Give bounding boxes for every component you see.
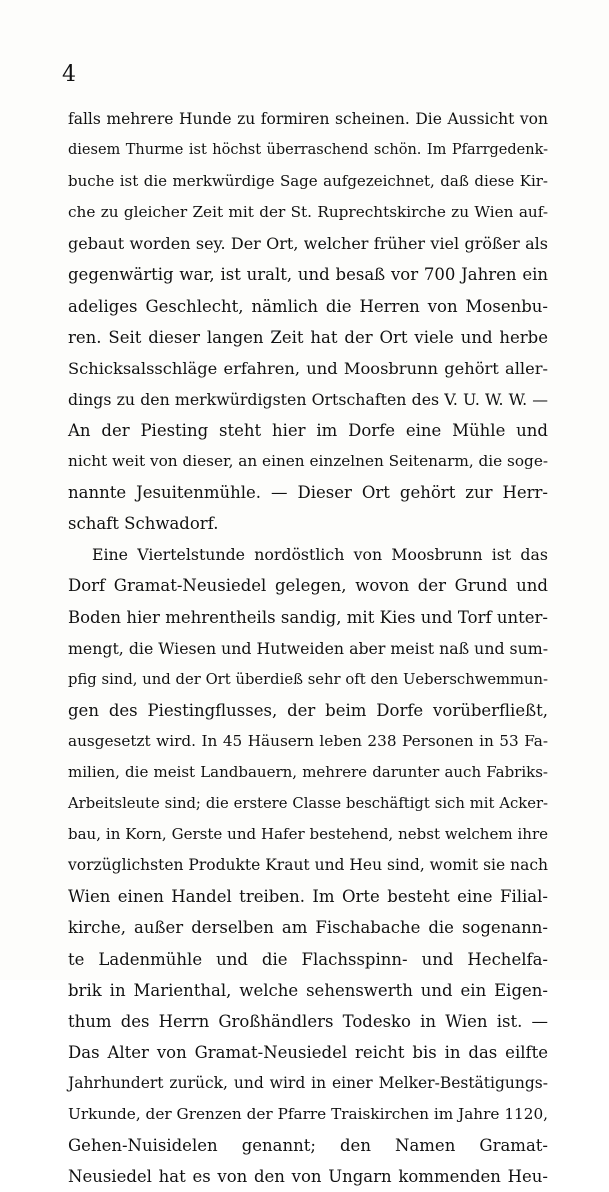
- text-line: kirche, außer derselben am Fischabache die sogenann-: [68, 918, 548, 938]
- text-line: Wien einen Handel treiben. Im Orte besteht eine Filial-: [68, 887, 548, 907]
- text-line: Arbeitsleute sind; die erstere Classe beschäftigt sich mit Acker-: [68, 795, 548, 813]
- text-line: mengt, die Wiesen und Hutweiden aber meist naß und sum-: [68, 638, 549, 658]
- text-line: Eine Viertelstunde nordöstlich von Moosbrunn ist das: [92, 545, 548, 565]
- text-line: adeliges Geschlecht, nämlich die Herren von Mosenbu-: [68, 296, 548, 316]
- text-line: schaft Schwadorf.: [68, 514, 219, 534]
- text-line: thum des Herrn Großhändlers Todesko in Wien ist. —: [68, 1011, 548, 1031]
- text-line: gegenwärtig war, ist uralt, und besaß vor 700 Jahren ein: [68, 265, 548, 285]
- text-line: bau, in Korn, Gerste und Hafer bestehend, nebst welchem ihre: [68, 825, 548, 844]
- text-line: vorzüglichsten Produkte Kraut und Heu sind, womit sie nach: [68, 856, 548, 875]
- text-line: Boden hier mehrentheils sandig, mit Kies und Torf unter-: [68, 607, 548, 627]
- page-number: 4: [62, 62, 76, 87]
- text-line: Gehen-Nuisidelen genannt; den Namen Gramat-: [68, 1136, 548, 1156]
- text-line: Das Alter von Gramat-Neusiedel reicht bis in das eilfte: [68, 1042, 548, 1062]
- text-line: ren. Seit dieser langen Zeit hat der Ort viele und herbe: [68, 327, 548, 347]
- text-line: milien, die meist Landbauern, mehrere darunter auch Fabriks-: [68, 762, 548, 781]
- text-line: Jahrhundert zurück, und wird in einer Melker-Bestätigungs-: [68, 1073, 548, 1092]
- body-text: [68, 104, 548, 1192]
- text-line: brik in Marienthal, welche sehenswerth und ein Eigen-: [68, 980, 548, 1000]
- text-line: An der Piesting steht hier im Dorfe eine Mühle und: [68, 420, 548, 440]
- text-line: nannte Jesuitenmühle. — Dieser Ort gehört zur Herr-: [68, 483, 548, 503]
- text-line: Dorf Gramat-Neusiedel gelegen, wovon der Grund und: [68, 576, 548, 596]
- paragraph: [68, 539, 548, 1192]
- text-line: gen des Piestingflusses, der beim Dorfe vorüberfließt,: [68, 700, 548, 720]
- text-line: nicht weit von dieser, an einen einzelnen Seitenarm, die soge-: [68, 452, 548, 471]
- text-line: Schicksalsschläge erfahren, und Moosbrunn gehört aller-: [68, 358, 548, 378]
- text-line: buche ist die merkwürdige Sage aufgezeichnet, daß diese Kir-: [68, 172, 548, 191]
- text-line: te Ladenmühle und die Flachsspinn- und Hechelfa-: [68, 949, 548, 969]
- text-line: che zu gleicher Zeit mit der St. Ruprechtskirche zu Wien auf-: [68, 203, 548, 222]
- text-line: pfig sind, und der Ort überdieß sehr oft den Ueberschwemmun-: [68, 670, 548, 688]
- text-line: diesem Thurme ist höchst überraschend schön. Im Pfarrgedenk-: [68, 142, 548, 159]
- text-line: ausgesetzt wird. In 45 Häusern leben 238 Personen in 53 Fa-: [68, 731, 548, 750]
- text-line: gebaut worden sey. Der Ort, welcher früher viel größer als: [68, 234, 548, 254]
- text-line: falls mehrere Hunde zu formiren scheinen. Die Aussicht von: [68, 110, 548, 128]
- text-line: Urkunde, der Grenzen der Pfarre Traiskirchen im Jahre 1120,: [68, 1105, 548, 1123]
- paragraph: [68, 104, 548, 539]
- text-line: dings zu den merkwürdigsten Ortschaften des V. U. W. W. —: [68, 389, 548, 409]
- text-line: Neusiedel hat es von den von Ungarn kommenden Heu-: [68, 1167, 548, 1187]
